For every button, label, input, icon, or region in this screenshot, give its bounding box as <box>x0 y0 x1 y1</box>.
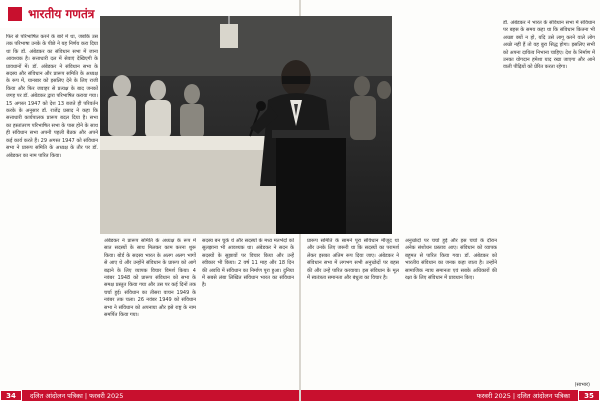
footer-text: फरवरी 2025 | दलित आंदोलन पत्रिका <box>476 392 570 400</box>
left-column-3 <box>202 238 294 386</box>
paragraph: अंबेडकर ने प्रारूप समिति के अध्यक्ष के रूप में सात सदस्यों के साथ मिलकर काम करना शुरू किया। बोर्ड के सदस्य भारत के अलग अलग भागों से आए थे और उन्होंने संविधान के प्रारूप को आगे बढ़ाने के लिए व्यापक विचार विमर्श किया। 4 नवंबर 1948 को प्रारूप संविधान को सभा के समक्ष प्रस्तुत किया गया और उस पर कई दिनों तक चर्चा हुई। संविधान का तीसरा वाचन 1949 के नवंबर तक चला। 26 नवंबर 1949 को संविधान सभा ने संविधान को अपनाया और इसे राष्ट्र के नाम समर्पित किया गया। <box>104 238 196 319</box>
right-column-1 <box>307 238 399 386</box>
left-column-1 <box>6 34 98 384</box>
right-column-3 <box>503 20 595 372</box>
photo-illustration <box>100 16 392 234</box>
right-footer <box>301 390 600 401</box>
speech-photo <box>100 16 392 234</box>
footer-text: दलित आंदोलन पत्रिका | फरवरी 2025 <box>30 392 124 400</box>
page-number: 34 <box>0 390 22 401</box>
left-column-2 <box>104 238 196 386</box>
paragraph: अनुच्छेदों पर चर्चा हुई और इस चर्चा के दौरान अनेक संशोधन प्रस्ताव आए। संविधान को व्यापक बहुमत से पारित किया गया। डॉ. अंबेडकर को भारतीय संविधान का जनक कहा जाता है। उन्होंने सामाजिक न्याय समानता एवं सबके अधिकारों की रक्षा के लिए संविधान में प्रावधान किए। <box>405 238 497 282</box>
right-column-2 <box>405 238 497 386</box>
paragraph: सदस्य बन चुके थे और सदस्यों के मध्य मतभेदों को सुलझाना भी आवश्यक था। अंबेडकर ने सदन के सदस्यों के सुझावों पर विचार किया और उन्हें स्वीकार भी किया। 2 वर्ष 11 माह और 18 दिन की अवधि में संविधान का निर्माण पूरा हुआ। दुनिया में सबसे लंबा लिखित संविधान भारत का संविधान है। <box>202 238 294 289</box>
page-number: 35 <box>578 390 600 401</box>
paragraph: डॉ. अंबेडकर ने भारत के संविधान सभा में संविधान पर बहस के समय कहा था कि संविधान कितना भी अच्छा क्यों न हो, यदि उसे लागू करने वाले लोग अच्छे नहीं हैं तो वह बुरा सिद्ध होगा। इसलिए सभी को अपना दायित्व निभाना चाहिए। देश के निर्माण में उनका योगदान हमेशा याद रखा जाएगा और आने वाली पीढ़ियों को प्रेरित करता रहेगा। <box>503 20 595 71</box>
section-marker <box>8 7 22 21</box>
section-title: भारतीय गणतंत्र <box>28 7 95 21</box>
paragraph: फिर से परिभाषित करने के बारे में था, जबकि उस तक परिभाषा उनके के पीछे ने यह निर्णय करा दिया था कि डॉ. अंबेडकर का संविधान सभा में जाना आवश्यक है। सत्ताधारी दल में सेवाएं देखिएगी के प्रावधानों में। डॉ. अंबेडकर ने संविधान सभा के सदस्य और संविधान और प्रारूप समिति के अध्यक्ष के रूप में, यानबार को इसलिए देने के लिए राजी किया और फिर जवाहर से प्रत्यक्ष के बाद जनकों जगह पर डॉ. अंबेडकर द्वारा परिभाषित कराया गया। 15 अगस्त 1947 को देश 13 बजते ही परिवर्तन करके के अनुसार डॉ. राजेंद्र प्रसाद ने कहा कि सत्ताधारी कार्यपालक प्रारूप बदल दिया है। सभा का हस्तांतरण परिभाषित सभा के पास होने के साथ ही संविधान सभा अपनी पहली बैठक और अपने कई कार्य करते हैं। 29 अगस्त 1947 को संविधान सभा ने प्रारूप समिति के अध्यक्ष के तौर पर डॉ. अंबेडकर का नाम पारित किया। <box>6 34 98 159</box>
left-footer <box>0 390 299 401</box>
paragraph: प्रारूप समिति के सामने पूरा संविधान मौजूद था और उनके लिए जरूरी था कि सदस्यों का परामर्श लेकर इसका अंतिम रूप दिया जाए। अंबेडकर ने संविधान सभा में लगभग सभी अनुच्छेदों पर बहस की और उन्हें पारित करवाया। इस संविधान के मूल में स्वतंत्रता समानता और बंधुत्व का विचार है। <box>307 238 399 282</box>
credit-note: (साभार) <box>574 382 590 388</box>
